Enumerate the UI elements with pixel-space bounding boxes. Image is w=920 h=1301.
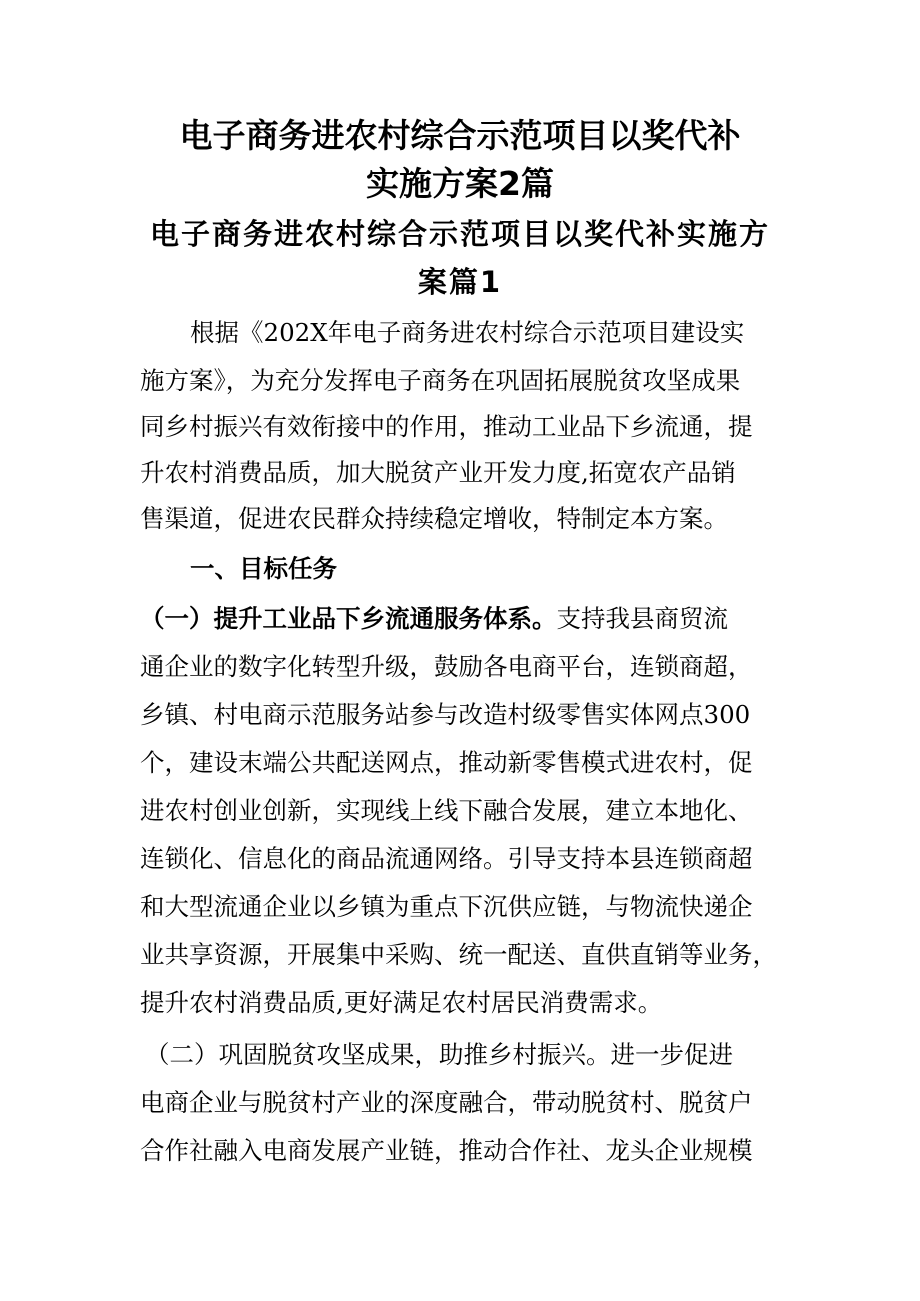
- section-heading-goals: 一、目标任务: [190, 554, 337, 583]
- item1-bold-lead: （一）提升工业品下乡流通服务体系。: [140, 604, 557, 633]
- item1-line-3: 乡镇、村电商示范服务站参与改造村级零售实体网点300: [140, 700, 751, 729]
- intro-line-4: 升农村消费品质，加大脱贫产业开发力度,拓宽农产品销: [140, 458, 736, 487]
- item1-line-1-rest: 支持我县商贸流: [556, 604, 728, 633]
- intro-line-3: 同乡村振兴有效衔接中的作用，推动工业品下乡流通，提: [140, 412, 753, 441]
- item2-line-2: 电商企业与脱贫村产业的深度融合，带动脱贫村、脱贫户: [140, 1088, 753, 1117]
- item1-line-5: 进农村创业创新，实现线上线下融合发展，建立本地化、: [140, 796, 753, 825]
- item1-line-7: 和大型流通企业以乡镇为重点下沉供应链，与物流快递企: [140, 892, 753, 921]
- item2-line-3: 合作社融入电商发展产业链，推动合作社、龙头企业规模: [140, 1136, 753, 1165]
- item1-line-8: 业共享资源，开展集中采购、统一配送、直供直销等业务，: [140, 940, 777, 969]
- intro-line-1: 根据《202X年电子商务进农村综合示范项目建设实: [190, 318, 745, 347]
- item1-line-6: 连锁化、信息化的商品流通网络。引导支持本县连锁商超: [140, 844, 753, 873]
- section-title-line-1: 电子商务进农村综合示范项目以奖代补实施方: [149, 217, 770, 251]
- item1-line-9: 提升农村消费品质,更好满足农村居民消费需求。: [140, 988, 663, 1017]
- item2-line-1: （二）巩固脱贫攻坚成果，助推乡村振兴。进一步促进: [145, 1040, 733, 1069]
- section-title-line-2: 案篇1: [417, 265, 503, 299]
- item1-line-4: 个，建设末端公共配送网点，推动新零售模式进农村，促: [140, 748, 753, 777]
- item1-line-1: [140, 602, 800, 636]
- item1-line-2: 通企业的数字化转型升级，鼓励各电商平台，连锁商超，: [140, 652, 753, 681]
- intro-line-2: 施方案》，为充分发挥电子商务在巩固拓展脱贫攻坚成果: [140, 366, 741, 395]
- document-title-line-1: 电子商务进农村综合示范项目以奖代补: [179, 116, 741, 155]
- intro-line-5: 售渠道，促进农民群众持续稳定增收，特制定本方案。: [140, 504, 728, 533]
- document-title-line-2: 实施方案2篇: [366, 164, 554, 203]
